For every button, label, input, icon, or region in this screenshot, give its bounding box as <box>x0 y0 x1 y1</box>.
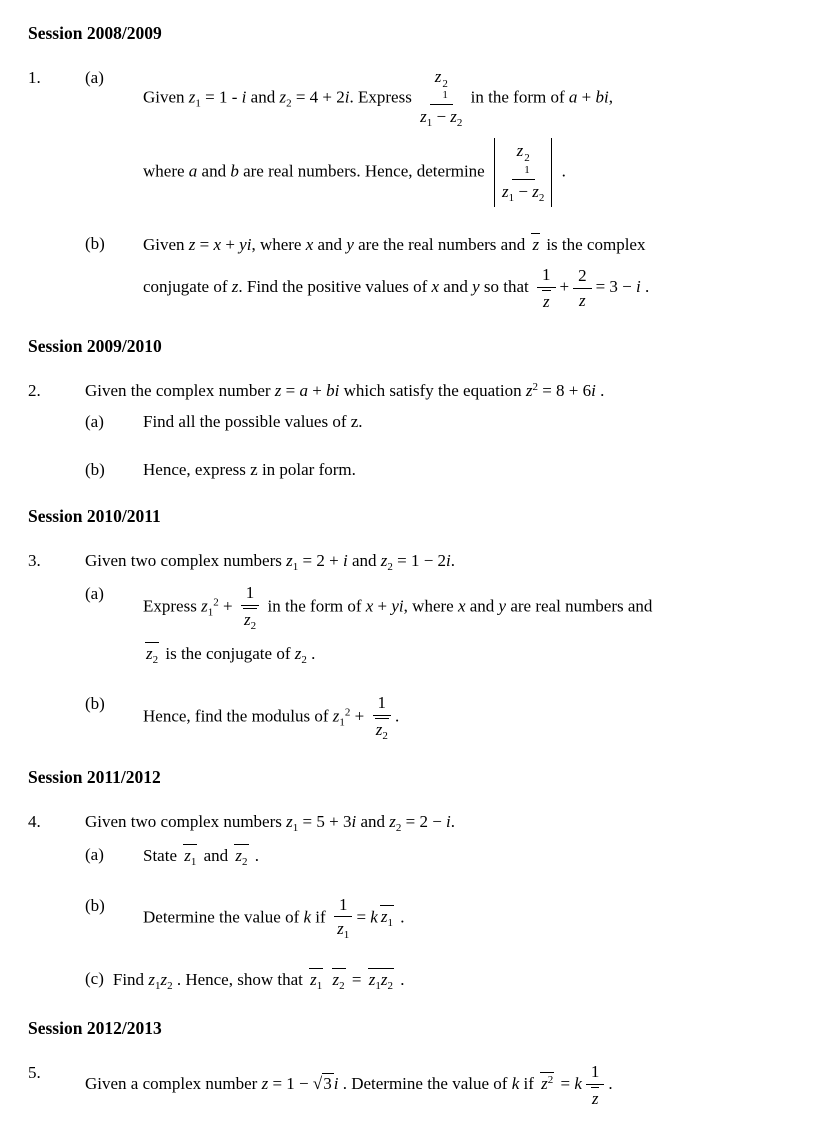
fraction-numerator <box>537 265 556 288</box>
math-variable: z <box>450 106 457 126</box>
math-variable: z <box>294 643 302 663</box>
fraction-denominator <box>589 1085 602 1109</box>
math-fraction <box>373 693 392 742</box>
text-run: Express <box>143 596 202 616</box>
text-run: + <box>577 87 596 107</box>
math-variable: z <box>525 381 533 401</box>
math-fraction <box>420 67 462 130</box>
session-heading: Session 2012/2013 <box>28 1018 162 1039</box>
question-line <box>143 844 809 869</box>
math-variable: x <box>431 277 440 297</box>
math-superscript: 2 <box>213 596 219 609</box>
math-subscript: 2 <box>456 116 463 129</box>
math-variable: z <box>160 970 168 990</box>
text-run: and <box>347 551 381 571</box>
math-subscript: 1 <box>426 116 433 129</box>
question-line <box>143 67 809 130</box>
question-line <box>143 459 809 481</box>
text-run: Hence, express z in polar form. <box>143 460 356 480</box>
question-line <box>85 1062 809 1108</box>
text-run: = 4 + 2 <box>291 87 345 107</box>
math-variable: z <box>261 1074 269 1094</box>
session-heading: Session 2009/2010 <box>28 336 162 357</box>
text-run: . <box>395 907 405 927</box>
math-subscript: 1 <box>292 561 299 574</box>
math-variable: y <box>346 235 354 255</box>
question-line <box>143 233 809 256</box>
math-conjugate-bar <box>183 844 197 869</box>
text-run: Hence, find the modulus of <box>143 706 333 726</box>
text-run: . <box>608 1074 613 1094</box>
math-conjugate-bar <box>309 968 323 993</box>
math-variable: i <box>344 87 350 107</box>
math-conjugate-bar <box>243 608 257 633</box>
part-lines <box>113 968 809 993</box>
math-variable: x <box>213 235 222 255</box>
text-run: + <box>308 381 327 401</box>
fraction-denominator <box>373 716 391 743</box>
question-line <box>143 583 809 632</box>
math-variable: z <box>375 719 383 739</box>
math-fraction <box>334 895 353 942</box>
math-subscript: 1 <box>154 980 161 993</box>
text-run: is the conjugate of <box>161 643 295 663</box>
math-variable: z <box>420 106 427 126</box>
math-variable: a <box>188 161 198 181</box>
math-subscript: 2 <box>167 980 173 993</box>
question-line <box>143 138 809 207</box>
text-run: = <box>281 381 300 401</box>
text-run: . Express <box>349 87 417 107</box>
math-variable: x <box>305 235 314 255</box>
math-subscript: 1 <box>190 856 197 869</box>
part-label: (a) <box>85 584 104 604</box>
question-block <box>28 1062 809 1108</box>
text-run: is the complex <box>542 235 646 255</box>
text-run: . <box>557 161 566 181</box>
math-variable: z <box>434 66 442 86</box>
fraction-denominator <box>420 105 462 130</box>
question-number: 5. <box>28 1063 41 1083</box>
text-run: . <box>640 277 650 297</box>
math-variable: z <box>274 381 282 401</box>
math-square-root <box>313 1073 334 1093</box>
part-label: (a) <box>85 845 104 865</box>
question-line <box>143 895 809 942</box>
part-label: (b) <box>85 895 105 915</box>
text-run: . Find the positive values of <box>238 277 432 297</box>
math-subscript: 2 <box>250 620 257 633</box>
part-label: (a) <box>85 412 104 432</box>
text-run: Determine the value of <box>143 907 304 927</box>
text-run: in the form of <box>263 596 366 616</box>
text-run: + <box>373 596 392 616</box>
text-run: 1 <box>245 583 255 603</box>
math-conjugate-bar <box>145 642 159 667</box>
question-body <box>85 811 809 993</box>
math-variable: z <box>332 706 340 726</box>
text-run: = 1 − <box>268 1074 313 1094</box>
math-variable: z <box>542 291 550 311</box>
math-subscript: 1 <box>524 164 530 177</box>
math-variable: z <box>532 235 540 255</box>
part-lines <box>143 895 809 942</box>
text-run: + <box>559 277 570 297</box>
question-part <box>85 67 809 207</box>
question-number: 1. <box>28 67 41 87</box>
fraction-numerator <box>573 266 592 289</box>
fraction-denominator <box>337 917 349 942</box>
math-variable: a <box>299 381 308 401</box>
text-run: Given the complex number <box>85 381 275 401</box>
math-conjugate-bar <box>531 233 540 255</box>
part-lines <box>143 844 809 869</box>
math-subscript: 1 <box>316 980 323 993</box>
math-variable: z <box>541 1074 548 1094</box>
math-variable: z <box>146 643 153 663</box>
text-run: = 5 + 3 <box>298 811 352 831</box>
part-lines <box>143 233 809 311</box>
math-variable: z <box>332 970 340 990</box>
question-body <box>85 67 809 312</box>
math-variable: z <box>501 181 509 201</box>
math-variable: i <box>241 87 247 107</box>
math-variable: z <box>286 811 293 831</box>
math-conjugate-bar <box>542 290 551 312</box>
radicand: 3 <box>323 1074 332 1094</box>
math-superscript: 2 <box>442 77 448 90</box>
math-variable: z <box>368 970 376 990</box>
text-run: − <box>514 181 533 201</box>
question-line <box>85 380 809 402</box>
question-block <box>28 380 809 481</box>
text-run: Given <box>143 235 189 255</box>
text-run: = 2 − <box>401 811 447 831</box>
question-body <box>85 550 809 742</box>
math-variable: i <box>351 811 357 831</box>
fraction-numerator <box>373 693 392 716</box>
text-run: = 8 + 6 <box>537 381 592 401</box>
text-run: which satisfy the equation <box>339 381 526 401</box>
math-subscript: 1 <box>339 716 345 729</box>
text-run: = 2 + <box>298 551 343 571</box>
question-number: 3. <box>28 551 41 571</box>
question-part <box>85 968 809 993</box>
question-part <box>85 844 809 869</box>
question-line <box>143 642 809 667</box>
math-variable: i <box>342 551 348 571</box>
math-variable: z <box>286 551 293 571</box>
question-line <box>85 550 809 574</box>
math-variable: yi <box>391 596 404 616</box>
text-run: and <box>439 277 473 297</box>
text-run: and <box>465 596 499 616</box>
part-label: (a) <box>85 67 104 87</box>
math-fraction <box>241 583 260 632</box>
math-variable: z <box>591 1088 599 1108</box>
math-variable: yi <box>239 235 252 255</box>
text-run: in the form of <box>466 87 569 107</box>
question-number: 2. <box>28 381 41 401</box>
question-line <box>143 411 809 433</box>
question-block <box>28 67 809 312</box>
text-run: = <box>356 907 371 927</box>
session-heading: Session 2011/2012 <box>28 767 161 788</box>
text-run: = 1 - <box>200 87 242 107</box>
fraction-denominator <box>502 180 544 205</box>
part-lines <box>143 67 809 207</box>
text-run: . <box>395 706 400 726</box>
text-run: Given two complex numbers <box>85 551 287 571</box>
text-run <box>325 970 329 989</box>
math-variable: y <box>472 277 480 297</box>
document-page <box>28 22 809 1108</box>
part-label: (b) <box>85 693 105 713</box>
math-subscript: 2 <box>387 561 393 574</box>
text-run: . <box>306 643 316 663</box>
math-variable: z <box>188 87 196 107</box>
text-run: and <box>197 161 231 181</box>
math-variable: y <box>498 596 507 616</box>
question-part <box>85 233 809 311</box>
math-subscript: 1 <box>195 97 201 110</box>
math-fraction <box>586 1062 605 1108</box>
text-run: and <box>246 87 280 107</box>
session-heading: Session 2008/2009 <box>28 23 162 43</box>
fraction-numerator <box>430 67 453 105</box>
fraction-denominator <box>241 606 259 633</box>
fraction-numerator <box>334 895 353 918</box>
math-conjugate-bar <box>375 718 389 743</box>
math-fraction <box>573 266 592 310</box>
text-run: + <box>350 706 369 726</box>
text-run: Given two complex numbers <box>85 811 287 831</box>
math-subscript: 2 <box>242 856 248 869</box>
math-subscript: 2 <box>286 97 292 110</box>
math-variable: z <box>389 811 396 831</box>
text-run: State <box>143 846 182 866</box>
question-part <box>85 693 809 742</box>
text-run: where <box>143 161 189 181</box>
text-run: Find <box>112 970 149 990</box>
math-variable: z <box>337 919 344 939</box>
math-variable: x <box>365 596 374 616</box>
text-run: , <box>608 87 613 107</box>
text-run: conjugate of <box>143 277 232 297</box>
text-run: − <box>432 106 451 126</box>
question-body <box>85 380 809 481</box>
math-conjugate-bar <box>380 905 394 930</box>
math-variable: z <box>201 596 208 616</box>
math-variable: z <box>516 141 524 161</box>
text-run: 1 <box>377 692 387 712</box>
math-subscript: 2 <box>395 821 402 834</box>
text-run: Given a complex number <box>85 1074 262 1094</box>
part-label: (b) <box>85 234 105 254</box>
math-subscript: 1 <box>442 89 448 102</box>
math-superscript: 2 <box>524 152 530 165</box>
math-conjugate-bar <box>332 968 346 993</box>
fraction-denominator <box>579 289 586 311</box>
math-variable: bi <box>595 87 609 107</box>
part-lines <box>143 411 809 433</box>
math-sub-superscript <box>524 153 530 176</box>
math-variable: z <box>310 970 317 990</box>
math-subscript: 2 <box>382 729 388 742</box>
part-lines <box>143 459 809 481</box>
session-heading: Session 2010/2011 <box>28 506 161 527</box>
math-subscript: 2 <box>387 980 393 993</box>
math-variable: i <box>591 381 596 401</box>
math-variable: z <box>184 846 191 866</box>
text-run: = 3 − <box>595 277 637 297</box>
math-subscript: 1 <box>292 821 299 834</box>
math-variable: z <box>380 551 388 571</box>
math-fraction <box>502 141 544 204</box>
math-subscript: 1 <box>387 917 393 930</box>
math-variable: i <box>333 1074 339 1094</box>
text-run: 1 <box>590 1062 600 1082</box>
math-variable: z <box>380 907 388 927</box>
math-variable: i <box>446 811 451 831</box>
question-line <box>143 693 809 742</box>
part-label: (c) <box>85 969 104 989</box>
text-run: . <box>450 551 456 571</box>
text-run: 1 <box>542 265 551 285</box>
text-run: if <box>311 907 330 927</box>
question-block <box>28 550 809 742</box>
text-run: . <box>450 811 456 831</box>
fraction-numerator <box>586 1062 605 1085</box>
text-run: = <box>556 1074 575 1094</box>
math-modulus-fraction <box>494 138 552 207</box>
math-subscript: 1 <box>343 929 350 942</box>
radical-sign: √ <box>312 1074 323 1094</box>
text-run: and <box>356 811 390 831</box>
text-run: are real numbers and <box>506 596 653 616</box>
text-run: are the real numbers and <box>353 235 530 255</box>
text-run: = <box>347 970 366 990</box>
math-variable: z <box>279 87 287 107</box>
text-run: = <box>195 235 214 255</box>
text-run: . <box>395 970 405 990</box>
math-superscript: 2 <box>344 706 351 719</box>
math-fraction <box>537 265 556 311</box>
part-lines <box>143 693 809 742</box>
math-conjugate-bar <box>368 968 394 993</box>
math-conjugate-bar <box>540 1072 554 1094</box>
math-conjugate-bar <box>591 1087 600 1109</box>
question-number: 4. <box>28 811 41 831</box>
question-line <box>113 968 809 993</box>
math-variable: k <box>303 907 312 927</box>
text-run: , where <box>403 596 458 616</box>
text-run: are real numbers. Hence, determine <box>238 161 489 181</box>
fraction-numerator <box>512 141 535 179</box>
text-run: so that <box>479 277 533 297</box>
text-run: , where <box>251 235 306 255</box>
math-variable: z <box>231 277 239 297</box>
math-variable: a <box>568 87 578 107</box>
part-lines <box>143 583 809 666</box>
math-subscript: 1 <box>375 980 381 993</box>
text-run: + <box>221 235 240 255</box>
math-variable: bi <box>326 381 340 401</box>
math-variable: z <box>235 846 243 866</box>
text-run: and <box>199 846 233 866</box>
text-run: . <box>250 846 260 866</box>
text-run: 2 <box>578 266 587 286</box>
text-run: and <box>313 235 347 255</box>
text-run: = 1 − 2 <box>392 551 447 571</box>
math-variable: b <box>230 161 239 181</box>
math-variable: x <box>457 596 466 616</box>
question-line <box>143 265 809 311</box>
math-subscript: 1 <box>207 606 214 619</box>
math-variable: z <box>188 235 196 255</box>
math-variable: k <box>574 1074 582 1094</box>
math-variable: z <box>148 970 155 990</box>
math-conjugate-bar <box>234 844 248 869</box>
math-superscript: 2 <box>532 381 538 394</box>
text-run: 1 <box>338 894 348 914</box>
question-block <box>28 811 809 993</box>
math-sub-superscript <box>442 79 448 102</box>
math-variable: k <box>370 907 378 927</box>
fraction-numerator <box>241 583 260 606</box>
math-variable: z <box>243 610 251 630</box>
question-part <box>85 459 809 481</box>
math-subscript: 2 <box>152 653 159 666</box>
text-run: . Determine the value of <box>338 1074 512 1094</box>
math-superscript: 2 <box>547 1074 554 1087</box>
math-subscript: 1 <box>508 191 515 204</box>
question-body <box>85 1062 809 1108</box>
text-run: Find all the possible values of z. <box>143 412 363 432</box>
text-run: if <box>519 1074 539 1094</box>
math-variable: i <box>446 551 451 571</box>
question-part <box>85 895 809 942</box>
question-part <box>85 583 809 666</box>
part-label: (b) <box>85 460 105 480</box>
math-variable: z <box>532 181 539 201</box>
text-run: . Hence, show that <box>172 970 308 990</box>
math-variable: i <box>636 277 641 297</box>
math-variable: k <box>511 1074 520 1094</box>
text-run: . <box>595 381 605 401</box>
question-part <box>85 411 809 433</box>
fraction-denominator <box>540 288 553 312</box>
text-run: + <box>218 596 237 616</box>
text-run: Given <box>143 87 189 107</box>
math-variable: z <box>380 970 388 990</box>
question-line <box>85 811 809 835</box>
math-subscript: 2 <box>301 653 307 666</box>
math-subscript: 2 <box>538 191 545 204</box>
math-subscript: 2 <box>339 980 345 993</box>
math-variable: z <box>579 290 586 310</box>
